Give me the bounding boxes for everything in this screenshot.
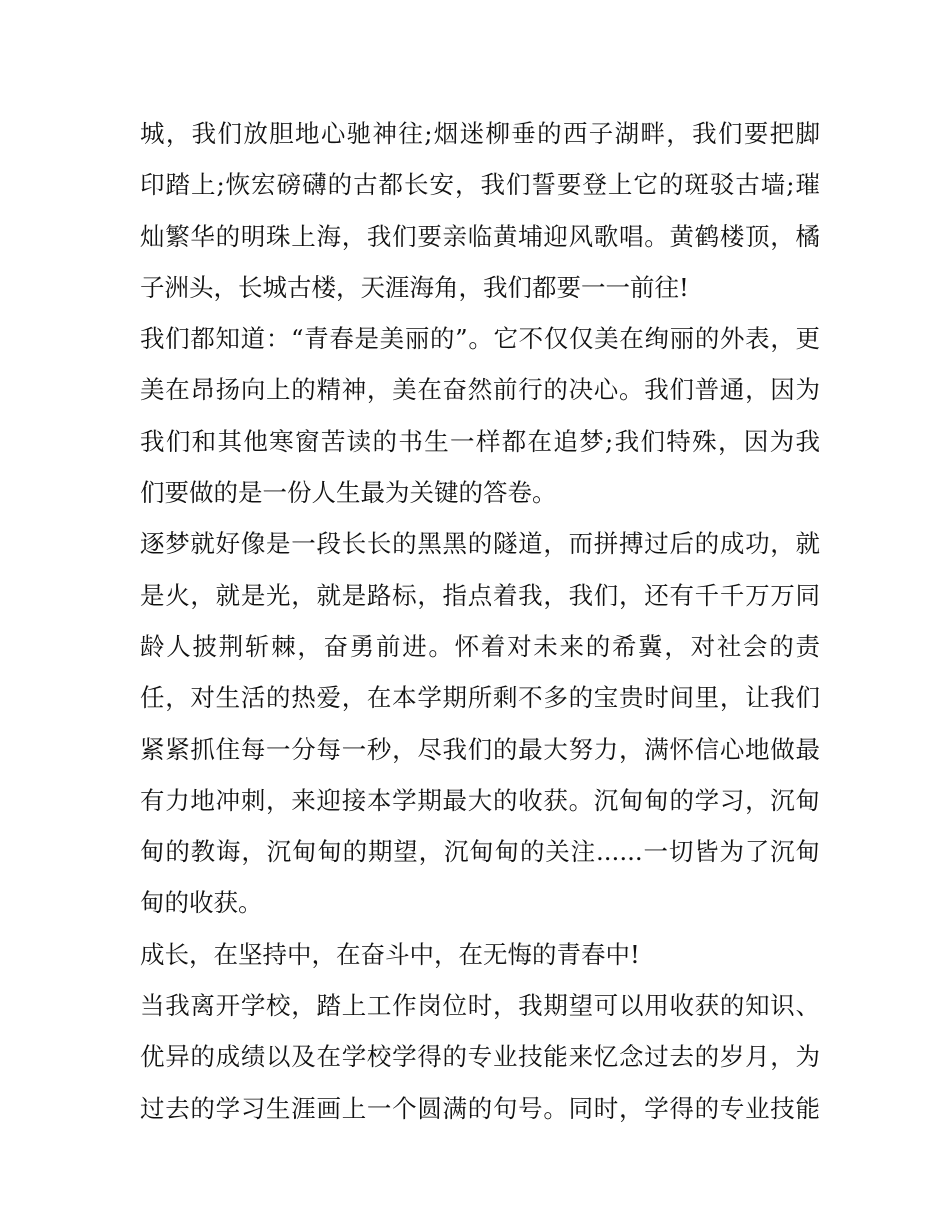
text-line: 当我离开学校，踏上工作岗位时，我期望可以用收获的知识、: [140, 991, 820, 1021]
text-line: 龄人披荆斩棘，奋勇前进。怀着对未来的希冀，对社会的责: [140, 631, 820, 661]
text-line: 紧紧抓住每一分每一秒，尽我们的最大努力，满怀信心地做最: [140, 734, 820, 764]
text-line: 我们和其他寒窗苦读的书生一样都在追梦;我们特殊，因为我: [140, 426, 820, 456]
text-line: 甸的收获。: [140, 888, 263, 918]
text-line: 成长，在坚持中，在奋斗中，在无悔的青春中!: [140, 939, 640, 969]
text-line: 过去的学习生涯画上一个圆满的句号。同时，学得的专业技能: [140, 1093, 820, 1123]
text-line: 们要做的是一份人生最为关键的答卷。: [140, 478, 557, 508]
text-line: 逐梦就好像是一段长长的黑黑的隧道，而拼搏过后的成功，就: [140, 529, 820, 559]
text-line: 印踏上;恢宏磅礴的古都长安，我们誓要登上它的斑驳古墙;璀: [140, 170, 820, 200]
text-line: 灿繁华的明珠上海，我们要亲临黄埔迎风歌唱。黄鹤楼顶，橘: [140, 221, 820, 251]
text-line: 任，对生活的热爱，在本学期所剩不多的宝贵时间里，让我们: [140, 683, 820, 713]
text-line: 我们都知道：“青春是美丽的”。它不仅仅美在绚丽的外表，更: [140, 324, 820, 354]
text-line: 城，我们放胆地心驰神往;烟迷柳垂的西子湖畔，我们要把脚: [140, 119, 820, 148]
text-line: 甸的教诲，沉甸甸的期望，沉甸甸的关注......一切皆为了沉甸: [140, 837, 820, 867]
text-line: 有力地冲刺，来迎接本学期最大的收获。沉甸甸的学习，沉甸: [140, 785, 820, 815]
text-line: 是火，就是光，就是路标，指点着我，我们，还有千千万万同: [140, 580, 820, 610]
text-line: 优异的成绩以及在学校学得的专业技能来忆念过去的岁月，为: [140, 1042, 820, 1072]
text-line: 子洲头，长城古楼，天涯海角，我们都要一一前往!: [140, 272, 689, 302]
text-line: 美在昂扬向上的精神，美在奋然前行的决心。我们普通，因为: [140, 375, 820, 405]
body-text: [140, 108, 820, 1134]
